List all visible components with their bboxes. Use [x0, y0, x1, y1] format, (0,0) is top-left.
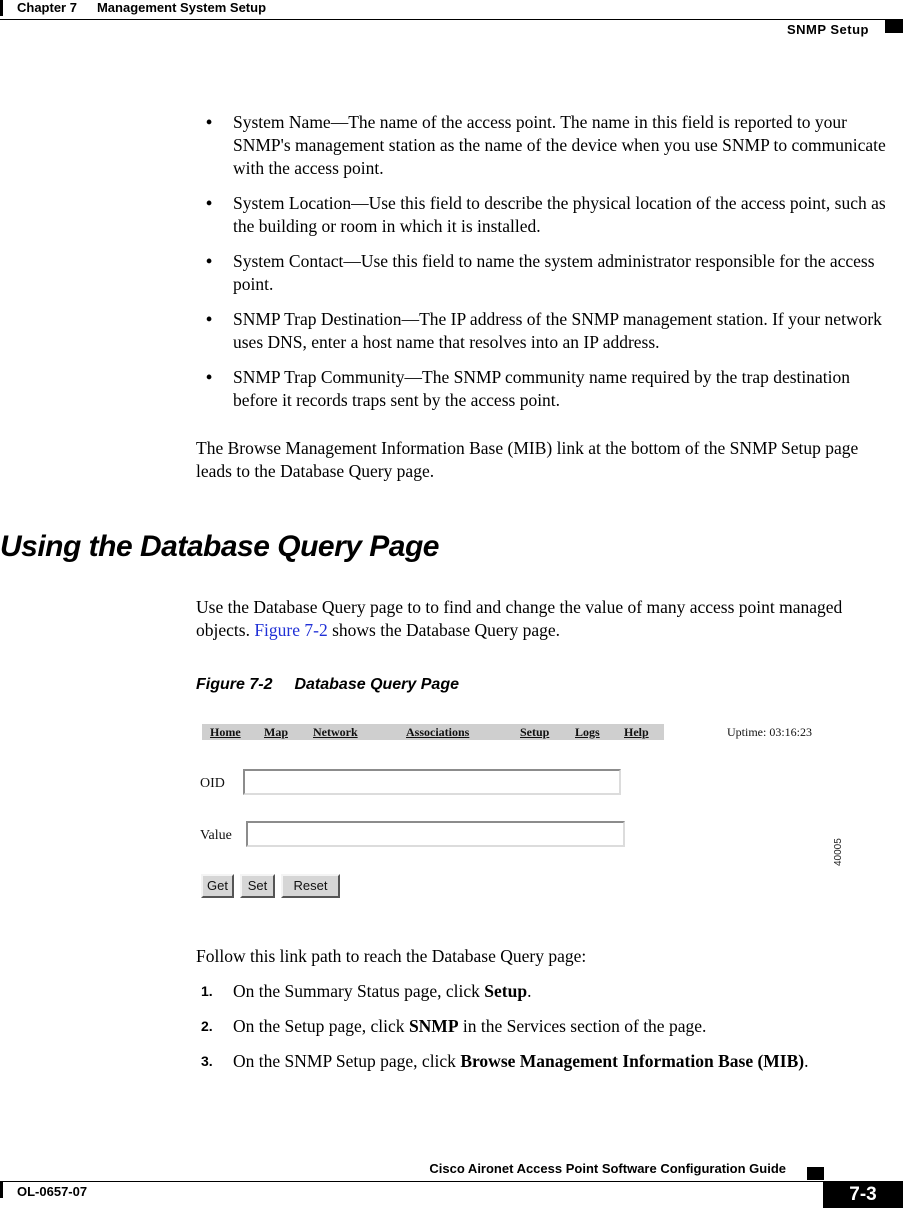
- list-item: [196, 366, 898, 412]
- value-label: Value: [200, 828, 232, 843]
- nav-network-link[interactable]: Network: [313, 725, 358, 739]
- section-running-head: SNMP Setup: [786, 22, 869, 37]
- doc-number: OL-0657-07: [17, 1184, 88, 1199]
- guide-title: Cisco Aironet Access Point Software Configuration Guide: [429, 1161, 786, 1176]
- chapter-heading: [17, 0, 266, 15]
- mib-link-paragraph: The Browse Management Information Base (MIB) link at the bottom of the SNMP Setup page leads to the Database Query page.: [196, 438, 859, 481]
- page-number: 7-3: [823, 1181, 903, 1208]
- value-input[interactable]: [246, 821, 625, 847]
- chapter-title: Management System Setup: [96, 0, 267, 15]
- bullet-term: System Contact: [233, 251, 344, 271]
- oid-label: OID: [200, 776, 225, 791]
- list-item: [196, 1050, 898, 1073]
- step-text-end: .: [527, 981, 532, 1001]
- figure-number: Figure 7-2: [196, 676, 273, 693]
- nav-bar: [202, 724, 664, 740]
- list-item: [196, 111, 898, 180]
- header-left-bar: [0, 0, 3, 16]
- list-item: [196, 192, 898, 238]
- section-paragraph-text: Use the Database Query page to to find and change the value of many access point managed objects.: [196, 597, 843, 640]
- step-number: 1.: [201, 983, 213, 999]
- bullet-text: —Use this field to describe the physical location of the access point, such as the building or room in which it is installed.: [233, 193, 886, 236]
- bullet-text: —The name of the access point. The name in this field is reported to your SNMP's management station as the name of the device when you use SNMP to communicate with the access point.: [233, 112, 886, 178]
- footer-left-bar: [0, 1181, 3, 1198]
- list-item: [196, 980, 898, 1003]
- reset-button[interactable]: Reset: [281, 874, 340, 898]
- step-text-end: in the Services section of the page.: [458, 1016, 707, 1036]
- set-button[interactable]: Set: [240, 874, 275, 898]
- chapter-number: Chapter 7: [17, 0, 77, 15]
- nav-help-link[interactable]: Help: [624, 725, 649, 739]
- bullet-icon: •: [206, 251, 213, 271]
- bullet-term: SNMP Trap Community: [233, 367, 405, 387]
- bullet-term: SNMP Trap Destination: [233, 309, 402, 329]
- field-description-list: [196, 111, 898, 424]
- nav-home-link[interactable]: Home: [210, 725, 241, 739]
- step-number: 3.: [201, 1053, 213, 1069]
- step-text-end: .: [804, 1051, 809, 1071]
- section-paragraph: [196, 596, 898, 642]
- nav-associations-link[interactable]: Associations: [406, 725, 470, 739]
- bullet-text: —The IP address of the SNMP management station. If your network uses DNS, enter a host name that resolves into an IP address.: [233, 309, 882, 352]
- step-emphasis: Setup: [484, 981, 528, 1001]
- nav-logs-link[interactable]: Logs: [575, 725, 600, 739]
- section-paragraph-text-end: shows the Database Query page.: [327, 620, 561, 640]
- bullet-icon: •: [206, 309, 213, 329]
- bullet-text: —The SNMP community name required by the trap destination before it records traps sent by the access point.: [233, 367, 851, 410]
- bullet-icon: •: [206, 112, 213, 132]
- step-text: On the Setup page, click: [233, 1016, 409, 1036]
- figure-caption: [196, 676, 459, 694]
- nav-setup-link[interactable]: Setup: [520, 725, 550, 739]
- footer-box: [807, 1167, 824, 1180]
- bullet-text: —Use this field to name the system administrator responsible for the access point.: [233, 251, 875, 294]
- figure-title: Database Query Page: [294, 676, 459, 693]
- bullet-term: System Location: [233, 193, 352, 213]
- header-right-box: [885, 19, 903, 33]
- footer-rule: [0, 1181, 903, 1182]
- list-item: [196, 1015, 898, 1038]
- step-emphasis: Browse Management Information Base (MIB): [460, 1051, 805, 1071]
- database-query-figure: [196, 716, 856, 916]
- bullet-icon: •: [206, 367, 213, 387]
- figure-id: 40005: [833, 838, 844, 866]
- bullet-term: System Name: [233, 112, 331, 132]
- section-heading: Using the Database Query Page: [0, 530, 439, 563]
- steps-intro: Follow this link path to reach the Database Query page:: [196, 946, 587, 966]
- header-rule: [0, 19, 885, 20]
- step-number: 2.: [201, 1018, 213, 1034]
- figure-link[interactable]: Figure 7-2: [254, 620, 328, 640]
- uptime-readout: Uptime: 03:16:23: [727, 725, 812, 739]
- nav-map-link[interactable]: Map: [264, 725, 288, 739]
- list-item: [196, 250, 898, 296]
- steps-list: [196, 980, 898, 1085]
- get-button[interactable]: Get: [201, 874, 234, 898]
- bullet-icon: •: [206, 193, 213, 213]
- step-text: On the SNMP Setup page, click: [233, 1051, 461, 1071]
- list-item: [196, 308, 898, 354]
- step-text: On the Summary Status page, click: [233, 981, 485, 1001]
- step-emphasis: SNMP: [408, 1016, 459, 1036]
- oid-input[interactable]: [243, 769, 621, 795]
